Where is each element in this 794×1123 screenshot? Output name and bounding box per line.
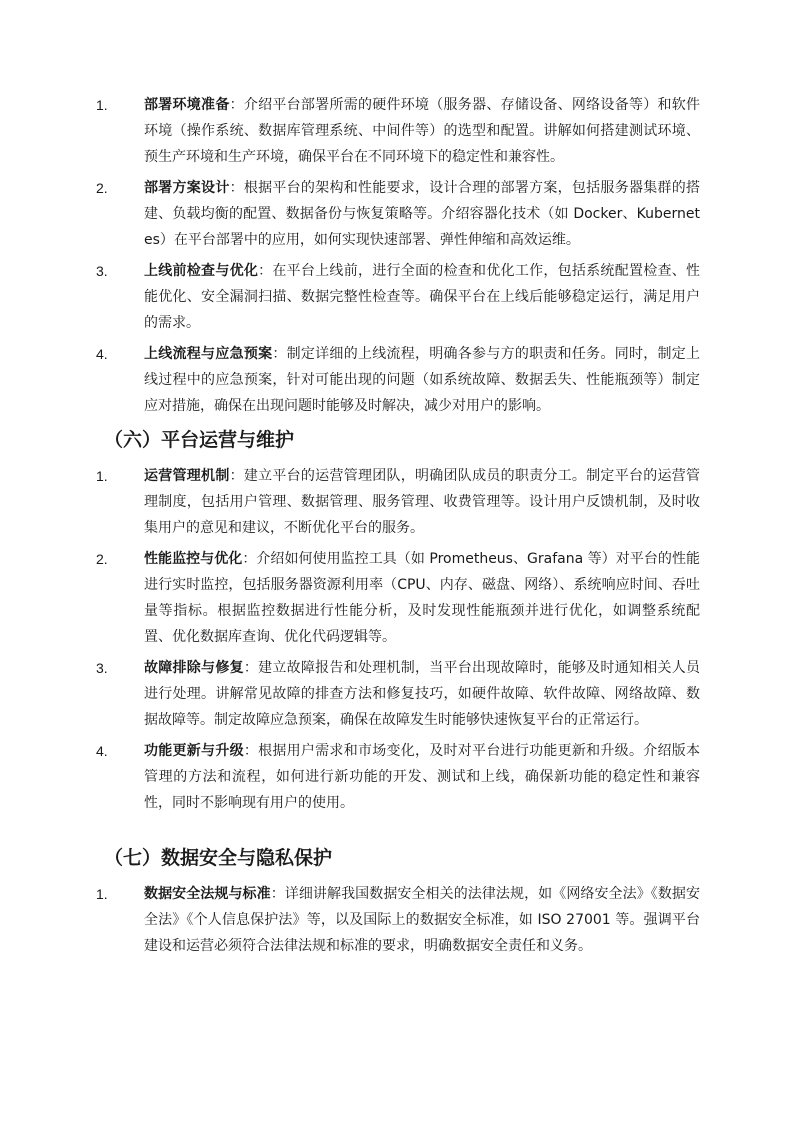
item-text: 建立故障报告和处理机制，当平台出现故障时，能够及时通知相关人员进行处理。讲解常见故障的排查方法和修复技巧，如硬件故障、软件故障、网络故障、数据故障等。制定故障应急预案，确保在故障发生时能够快速恢复平台的正常运行。	[144, 660, 701, 728]
item-text: 根据用户需求和市场变化，及时对平台进行功能更新和升级。介绍版本管理的方法和流程，如何进行新功能的开发、测试和上线，确保新功能的稳定性和兼容性，同时不影响现有用户的使用。	[144, 743, 701, 811]
item-title: 功能更新与升级	[144, 743, 244, 759]
item-paragraph: 部署方案设计：根据平台的架构和性能要求，设计合理的部署方案，包括服务器集群的搭建、负载均衡的配置、数据备份与恢复策略等。介绍容器化技术（如 Docker、Kubernetes）在平台部署中的应用，如何实现快速部署、弹性伸缩和高效运维。	[144, 180, 701, 248]
list-item	[0, 258, 794, 336]
item-title: 部署环境准备	[144, 97, 230, 113]
list-item	[0, 655, 794, 733]
item-number: 1.	[96, 97, 108, 113]
item-number: 4.	[96, 743, 108, 759]
item-text: 介绍平台部署所需的硬件环境（服务器、存储设备、网络设备等）和软件环境（操作系统、数据库管理系统、中间件等）的选型和配置。讲解如何搭建测试环境、预生产环境和生产环境，确保平台在不同环境下的稳定性和兼容性。	[144, 97, 701, 165]
item-number: 1.	[96, 468, 108, 484]
item-paragraph: 数据安全法规与标准：详细讲解我国数据安全相关的法律法规，如《网络安全法》《数据安全法》《个人信息保护法》等，以及国际上的数据安全标准，如 ISO 27001 等。强调平台建设和运营必须符合法律法规和标准的要求，明确数据安全责任和义务。	[144, 886, 701, 954]
item-title: 部署方案设计	[144, 180, 230, 196]
item-number: 4.	[96, 346, 108, 362]
list-item	[0, 92, 794, 170]
item-paragraph: 功能更新与升级：根据用户需求和市场变化，及时对平台进行功能更新和升级。介绍版本管理的方法和流程，如何进行新功能的开发、测试和上线，确保新功能的稳定性和兼容性，同时不影响现有用户的使用。	[144, 743, 701, 811]
item-title: 上线流程与应急预案	[144, 346, 273, 362]
section-heading-operations: （六）平台运营与维护	[104, 429, 295, 451]
item-text: 根据平台的架构和性能要求，设计合理的部署方案，包括服务器集群的搭建、负载均衡的配置、数据备份与恢复策略等。介绍容器化技术（如 Docker、Kubernetes）在平台部署中的应用，如何实现快速部署、弹性伸缩和高效运维。	[144, 180, 701, 248]
item-text: 详细讲解我国数据安全相关的法律法规，如《网络安全法》《数据安全法》《个人信息保护法》等，以及国际上的数据安全标准，如 ISO 27001 等。强调平台建设和运营必须符合法律法规和标准的要求，明确数据安全责任和义务。	[144, 886, 701, 954]
item-text: 介绍如何使用监控工具（如 Prometheus、Grafana 等）对平台的性能进行实时监控，包括服务器资源利用率（CPU、内存、磁盘、网络）、系统响应时间、吞吐量等指标。根据监控数据进行性能分析，及时发现性能瓶颈并进行优化，如调整系统配置、优化数据库查询、优化代码逻辑等。	[144, 551, 701, 645]
item-number: 2.	[96, 551, 108, 567]
list-item	[0, 341, 794, 419]
item-title: 性能监控与优化	[144, 551, 243, 567]
item-number: 1.	[96, 886, 108, 902]
section-heading-data-security: （七）数据安全与隐私保护	[104, 847, 333, 869]
item-paragraph: 性能监控与优化：介绍如何使用监控工具（如 Prometheus、Grafana 等）对平台的性能进行实时监控，包括服务器资源利用率（CPU、内存、磁盘、网络）、系统响应时间、吞吐量等指标。根据监控数据进行性能分析，及时发现性能瓶颈并进行优化，如调整系统配置、优化数据库查询、优化代码逻辑等。	[144, 551, 701, 645]
list-item	[0, 175, 794, 253]
item-paragraph: 上线前检查与优化：在平台上线前，进行全面的检查和优化工作，包括系统配置检查、性能优化、安全漏洞扫描、数据完整性检查等。确保平台在上线后能够稳定运行，满足用户的需求。	[144, 263, 701, 331]
item-title: 上线前检查与优化	[144, 263, 259, 279]
list-item	[0, 546, 794, 650]
item-title: 数据安全法规与标准	[144, 886, 271, 902]
item-paragraph: 部署环境准备：介绍平台部署所需的硬件环境（服务器、存储设备、网络设备等）和软件环境（操作系统、数据库管理系统、中间件等）的选型和配置。讲解如何搭建测试环境、预生产环境和生产环境，确保平台在不同环境下的稳定性和兼容性。	[144, 97, 701, 165]
deployment-list	[0, 92, 794, 424]
item-text: 建立平台的运营管理团队，明确团队成员的职责分工。制定平台的运营管理制度，包括用户管理、数据管理、服务管理、收费管理等。设计用户反馈机制，及时收集用户的意见和建议，不断优化平台的服务。	[144, 468, 701, 536]
list-item	[0, 463, 794, 541]
item-number: 2.	[96, 180, 108, 196]
item-title: 运营管理机制	[144, 468, 230, 484]
item-number: 3.	[96, 263, 108, 279]
list-item	[0, 881, 794, 959]
operations-list	[0, 463, 794, 821]
data-security-list	[0, 881, 794, 964]
item-number: 3.	[96, 660, 108, 676]
item-paragraph: 故障排除与修复：建立故障报告和处理机制，当平台出现故障时，能够及时通知相关人员进行处理。讲解常见故障的排查方法和修复技巧，如硬件故障、软件故障、网络故障、数据故障等。制定故障应急预案，确保在故障发生时能够快速恢复平台的正常运行。	[144, 660, 701, 728]
item-paragraph: 运营管理机制：建立平台的运营管理团队，明确团队成员的职责分工。制定平台的运营管理制度，包括用户管理、数据管理、服务管理、收费管理等。设计用户反馈机制，及时收集用户的意见和建议，不断优化平台的服务。	[144, 468, 701, 536]
item-title: 故障排除与修复	[144, 660, 244, 676]
item-paragraph: 上线流程与应急预案：制定详细的上线流程，明确各参与方的职责和任务。同时，制定上线过程中的应急预案，针对可能出现的问题（如系统故障、数据丢失、性能瓶颈等）制定应对措施，确保在出现问题时能够及时解决，减少对用户的影响。	[144, 346, 701, 414]
item-text: 在平台上线前，进行全面的检查和优化工作，包括系统配置检查、性能优化、安全漏洞扫描、数据完整性检查等。确保平台在上线后能够稳定运行，满足用户的需求。	[144, 263, 701, 331]
list-item	[0, 738, 794, 816]
item-text: 制定详细的上线流程，明确各参与方的职责和任务。同时，制定上线过程中的应急预案，针对可能出现的问题（如系统故障、数据丢失、性能瓶颈等）制定应对措施，确保在出现问题时能够及时解决，减少对用户的影响。	[144, 346, 701, 414]
